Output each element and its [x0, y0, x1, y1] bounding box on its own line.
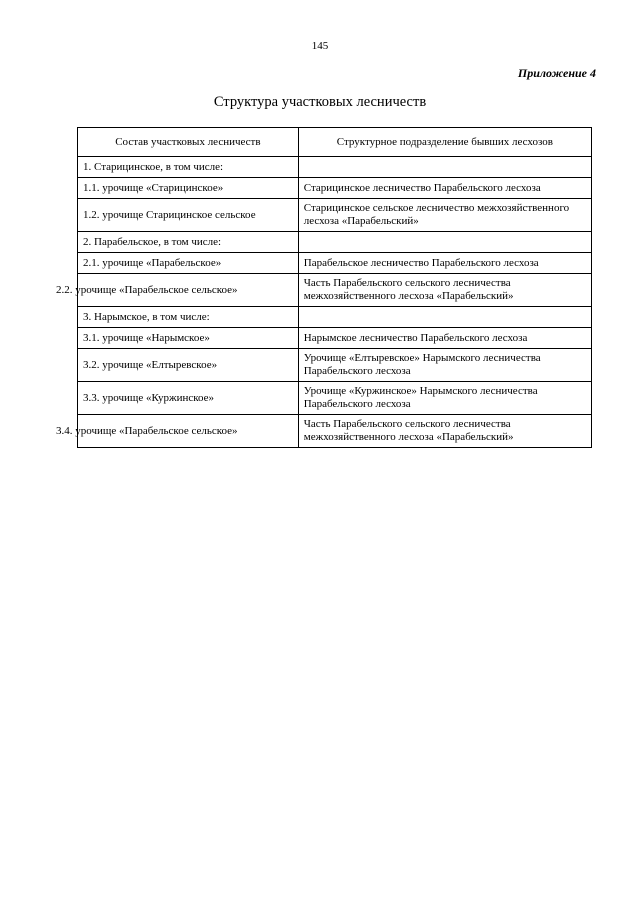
table-row	[78, 253, 592, 274]
table-cell-composition: 1.1. урочище «Старицинское»	[78, 178, 299, 199]
table-cell-composition: 1. Старицинское, в том числе:	[78, 157, 299, 178]
table-row	[78, 178, 592, 199]
table-row	[78, 307, 592, 328]
table-row	[78, 274, 592, 307]
table-cell-composition: 3. Нарымское, в том числе:	[78, 307, 299, 328]
forestry-structure-table	[56, 127, 592, 448]
table-cell-subdivision	[298, 232, 591, 253]
table-row	[78, 349, 592, 382]
table-cell-composition: 3.3. урочище «Куржинское»	[78, 382, 299, 415]
table-cell-subdivision: Нарымское лесничество Парабельского лесхоза	[298, 328, 591, 349]
table-row	[78, 415, 592, 448]
table-cell-composition: 1.2. урочище Старицинское сельское	[78, 199, 299, 232]
table-cell-subdivision: Старицинское сельское лесничество межхозяйственного лесхоза «Парабельский»	[298, 199, 591, 232]
column-header-subdivision: Структурное подразделение бывших лесхозов	[298, 128, 591, 157]
table-cell-composition: 2.1. урочище «Парабельское»	[78, 253, 299, 274]
table-cell-composition: 2. Парабельское, в том числе:	[78, 232, 299, 253]
table-cell-subdivision: Урочище «Куржинское» Нарымского лесничества Парабельского лесхоза	[298, 382, 591, 415]
table-cell-subdivision: Часть Парабельского сельского лесничества межхозяйственного лесхоза «Парабельский»	[298, 274, 591, 307]
table-row	[78, 199, 592, 232]
table-cell-subdivision	[298, 157, 591, 178]
table-cell-composition: 3.2. урочище «Елтыревское»	[78, 349, 299, 382]
table-cell-composition: 3.4. урочище «Парабельское сельское»	[78, 415, 299, 448]
table-header-row	[78, 128, 592, 157]
table-cell-subdivision: Часть Парабельского сельского лесничества межхозяйственного лесхоза «Парабельский»	[298, 415, 591, 448]
table-cell-composition: 2.2. урочище «Парабельское сельское»	[78, 274, 299, 307]
table-cell-composition: 3.1. урочище «Нарымское»	[78, 328, 299, 349]
page-number: 145	[311, 40, 329, 52]
table-row	[78, 328, 592, 349]
table-cell-subdivision: Парабельское лесничество Парабельского лесхоза	[298, 253, 591, 274]
page-title: Структура участковых лесничеств	[213, 94, 427, 110]
table-row	[78, 382, 592, 415]
table-cell-subdivision: Старицинское лесничество Парабельского лесхоза	[298, 178, 591, 199]
table-row	[78, 157, 592, 178]
table-cell-subdivision: Урочище «Елтыревское» Нарымского лесничества Парабельского лесхоза	[298, 349, 591, 382]
table-cell-subdivision	[298, 307, 591, 328]
table-row	[78, 232, 592, 253]
column-header-composition: Состав участковых лесничеств	[78, 128, 299, 157]
appendix-label: Приложение 4	[517, 66, 596, 80]
